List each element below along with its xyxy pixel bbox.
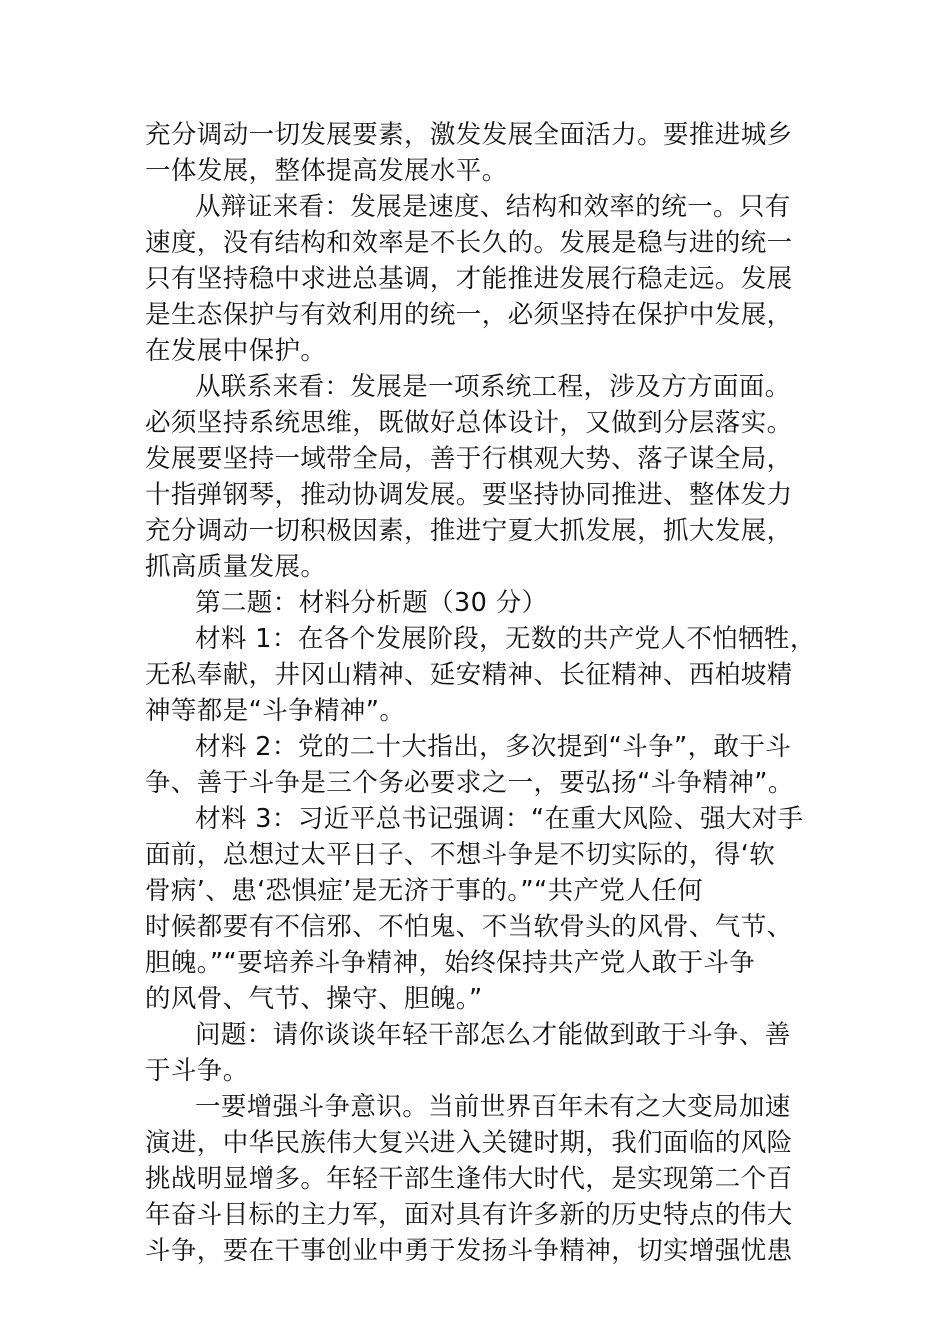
text-line: 胆魄。”“要培养斗争精神，始终保持共产党人敢于斗争 <box>145 948 756 978</box>
text-line: 速度，没有结构和效率是不长久的。发展是稳与进的统一 <box>145 228 793 258</box>
text-line: 演进，中华民族伟大复兴进入关键时期，我们面临的风险 <box>145 1128 793 1158</box>
text-line: 骨病’、患‘恐惧症’是无济于事的。”“共产党人任何 <box>145 876 703 906</box>
text-line: 必须坚持系统思维，既做好总体设计，又做到分层落实。 <box>145 408 793 438</box>
text-line: 是生态保护与有效利用的统一，必须坚持在保护中发展， <box>145 300 793 330</box>
paragraph-first-line: 材料 3：习近平总书记强调：“在重大风险、强大对手 <box>195 804 804 834</box>
text-line: 无私奉献，井冈山精神、延安精神、长征精神、西柏坡精 <box>145 660 793 690</box>
text-line: 神等都是“斗争精神”。 <box>145 696 406 726</box>
text-line: 面前，总想过太平日子、不想斗争是不切实际的，得‘软 <box>145 840 776 870</box>
text-line: 于斗争。 <box>145 1056 249 1086</box>
paragraph-first-line: 材料 1：在各个发展阶段，无数的共产党人不怕牺牲， <box>195 624 816 654</box>
paragraph-first-line: 从辩证来看：发展是速度、结构和效率的统一。只有 <box>195 192 791 222</box>
text-line: 十指弹钢琴，推动协调发展。要坚持协同推进、整体发力 <box>145 480 793 510</box>
paragraph-first-line: 一要增强斗争意识。当前世界百年未有之大变局加速 <box>195 1092 791 1122</box>
text-line: 挑战明显增多。年轻干部生逢伟大时代，是实现第二个百 <box>145 1164 793 1194</box>
text-line: 斗争，要在干事创业中勇于发扬斗争精神，切实增强忧患 <box>145 1236 793 1266</box>
text-line: 在发展中保护。 <box>145 336 327 366</box>
text-line: 充分调动一切发展要素，激发发展全面活力。要推进城乡 <box>145 120 793 150</box>
text-line: 年奋斗目标的主力军，面对具有许多新的历史特点的伟大 <box>145 1200 793 1230</box>
paragraph-first-line: 材料 2：党的二十大指出，多次提到“斗争”，敢于斗 <box>195 732 792 762</box>
text-line: 充分调动一切积极因素，推进宁夏大抓发展，抓大发展， <box>145 516 793 546</box>
text-line: 的风骨、气节、操守、胆魄。” <box>145 984 483 1014</box>
text-line: 抓高质量发展。 <box>145 552 327 582</box>
paragraph-first-line: 问题：请你谈谈年轻干部怎么才能做到敢于斗争、善 <box>195 1020 791 1050</box>
text-line: 只有坚持稳中求进总基调，才能推进发展行稳走远。发展 <box>145 264 793 294</box>
text-line: 争、善于斗争是三个务必要求之一，要弘扬“斗争精神”。 <box>145 768 794 798</box>
text-line: 一体发展，整体提高发展水平。 <box>145 156 508 186</box>
section-heading: 第二题：材料分析题（30 分） <box>195 588 548 618</box>
text-line: 时候都要有不信邪、不怕鬼、不当软骨头的风骨、气节、 <box>145 912 793 942</box>
text-line: 发展要坚持一域带全局，善于行棋观大势、落子谋全局， <box>145 444 793 474</box>
paragraph-first-line: 从联系来看：发展是一项系统工程，涉及方方面面。 <box>195 372 791 402</box>
